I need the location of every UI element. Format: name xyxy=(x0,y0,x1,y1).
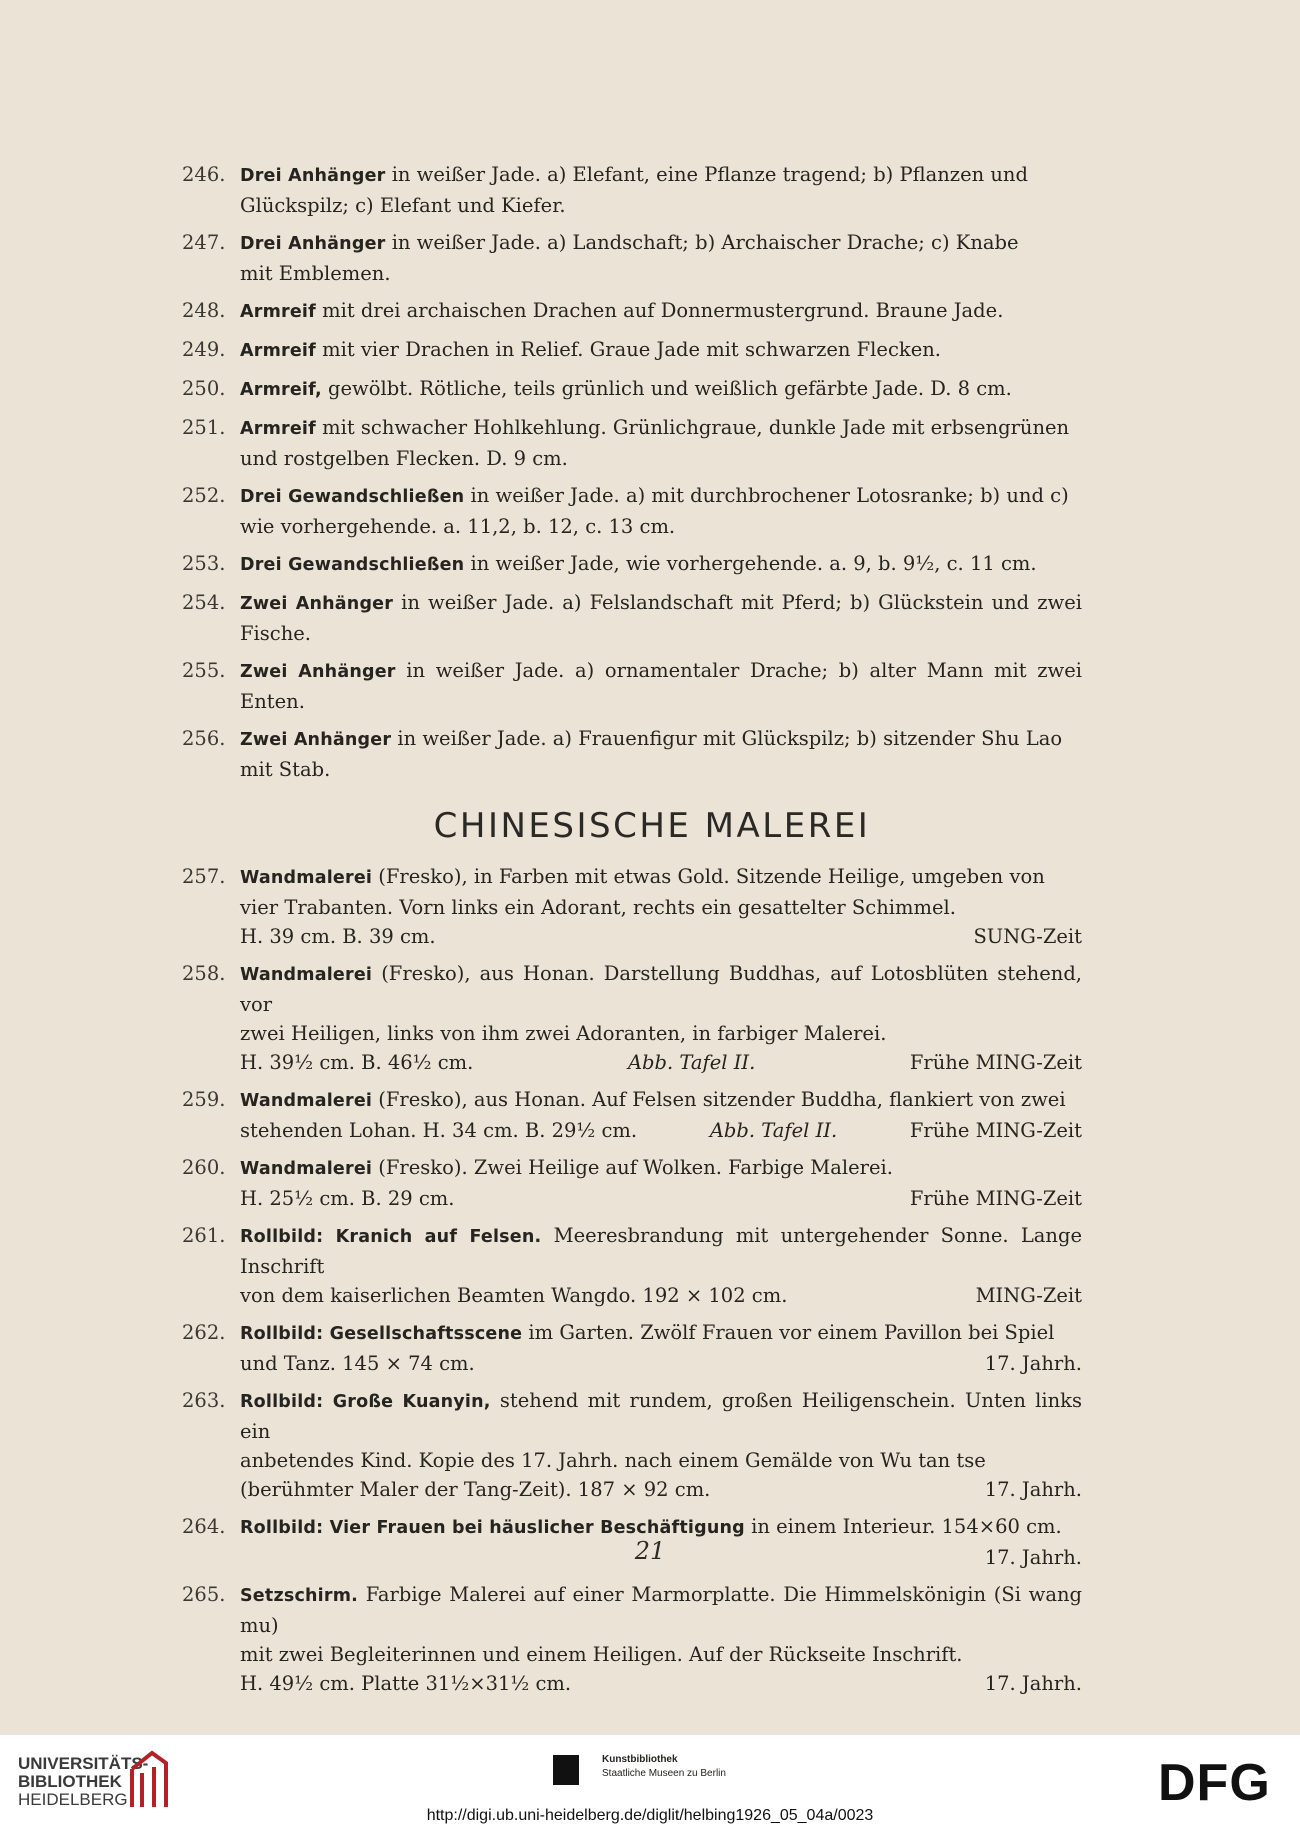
entry-text: in weißer Jade. a) Landschaft; b) Archaischer Drache; c) Knabe xyxy=(391,231,1019,254)
dfg-logo: DFG xyxy=(1158,1754,1271,1812)
catalog-entry xyxy=(182,1221,1082,1310)
entry-meta-mid: Abb. Tafel II. xyxy=(709,1119,838,1142)
entry-line xyxy=(240,1019,1082,1048)
entry-meta-left: H. 25½ cm. B. 29 cm. xyxy=(240,1187,455,1210)
kb-line1: Kunstbibliothek xyxy=(602,1754,678,1765)
entry-number: 252. xyxy=(182,484,226,507)
entry-text: in weißer Jade. a) mit durchbrochener Lotosranke; b) und c) xyxy=(470,484,1069,507)
kb-line2: Staatliche Museen zu Berlin xyxy=(602,1768,726,1779)
entry-line xyxy=(240,893,1082,922)
entry-heading: Zwei Anhänger xyxy=(240,662,396,682)
entry-meta-line xyxy=(240,1048,1082,1077)
entry-number: 264. xyxy=(182,1515,226,1538)
entry-number: 255. xyxy=(182,659,226,682)
entry-meta-line xyxy=(240,1184,1082,1213)
catalog-entry xyxy=(182,1386,1082,1504)
catalog-entry xyxy=(182,160,1082,220)
entry-heading: Rollbild: Kranich auf Felsen. xyxy=(240,1227,542,1247)
entry-line xyxy=(240,259,1082,288)
entry-line xyxy=(240,191,1082,220)
catalog-entry xyxy=(182,862,1082,951)
entry-heading: Wandmalerei xyxy=(240,868,373,888)
entry-meta-line xyxy=(240,922,1082,951)
entry-heading: Drei Anhänger xyxy=(240,166,386,186)
entry-meta-right: 17. Jahrh. xyxy=(984,1672,1082,1695)
entry-text: stehend mit rundem, großen Heiligenschein. Unten links ein xyxy=(240,1389,1082,1443)
entry-line xyxy=(240,512,1082,541)
entry-meta-left: H. 39½ cm. B. 46½ cm. xyxy=(240,1051,474,1074)
entry-heading: Rollbild: Gesellschaftsscene xyxy=(240,1324,523,1344)
entry-text: wie vorhergehende. a. 11,2, b. 12, c. 13 cm. xyxy=(240,515,676,538)
entry-text: Meeresbrandung mit untergehender Sonne. Lange Inschrift xyxy=(240,1224,1083,1278)
entry-meta-left: H. 39 cm. B. 39 cm. xyxy=(240,925,436,948)
entry-line xyxy=(240,724,1082,755)
entry-text: (Fresko), aus Honan. Darstellung Buddhas, auf Lotosblüten stehend, vor xyxy=(240,962,1083,1016)
entry-heading: Zwei Anhänger xyxy=(240,594,394,614)
entry-heading: Wandmalerei xyxy=(240,1091,373,1111)
entry-line xyxy=(240,1085,1082,1116)
entry-heading: Rollbild: Große Kuanyin, xyxy=(240,1392,491,1412)
entry-heading: Drei Gewandschließen xyxy=(240,487,465,507)
entry-number: 260. xyxy=(182,1156,226,1179)
entries-painting xyxy=(182,862,1082,1698)
entry-line xyxy=(240,1153,1082,1184)
catalog-entry xyxy=(182,296,1082,327)
uni-line2: BIBLIOTHEK xyxy=(18,1772,122,1791)
entry-line xyxy=(240,862,1082,893)
entry-line xyxy=(240,588,1082,648)
entry-number: 250. xyxy=(182,377,226,400)
heidelberg-emblem-icon xyxy=(128,1749,170,1811)
entry-meta-right: SUNG-Zeit xyxy=(973,925,1082,948)
entry-text: Farbige Malerei auf einer Marmorplatte. Die Himmelskönigin (Si wang mu) xyxy=(240,1583,1082,1637)
entry-text: anbetendes Kind. Kopie des 17. Jahrh. nach einem Gemälde von Wu tan tse xyxy=(240,1449,986,1472)
catalog-entry xyxy=(182,959,1082,1077)
entry-heading: Wandmalerei xyxy=(240,965,373,985)
entry-line xyxy=(240,296,1082,327)
entry-line xyxy=(240,1386,1082,1446)
entries-jade xyxy=(182,160,1082,784)
page-number: 21 xyxy=(634,1537,666,1565)
entry-meta-mid: Abb. Tafel II. xyxy=(627,1051,756,1074)
entry-line xyxy=(240,755,1082,784)
page-content xyxy=(182,160,1082,1706)
entry-line xyxy=(240,444,1082,473)
entry-text: mit vier Drachen in Relief. Graue Jade mit schwarzen Flecken. xyxy=(322,338,941,361)
entry-number: 246. xyxy=(182,163,226,186)
entry-meta-right: 17. Jahrh. xyxy=(984,1478,1082,1501)
entry-text: mit zwei Begleiterinnen und einem Heiligen. Auf der Rückseite Inschrift. xyxy=(240,1643,963,1666)
entry-text: in einem Interieur. 154×60 cm. xyxy=(751,1515,1062,1538)
section-title: CHINESISCHE MALEREI xyxy=(433,806,871,846)
entry-text: mit Emblemen. xyxy=(240,262,391,285)
entry-number: 251. xyxy=(182,416,226,439)
catalog-entry xyxy=(182,228,1082,288)
entry-heading: Armreif, xyxy=(240,380,322,400)
entry-meta-left: von dem kaiserlichen Beamten Wangdo. 192 × 102 cm. xyxy=(240,1284,788,1307)
entry-meta-line xyxy=(240,1349,1082,1378)
entry-meta-left: H. 49½ cm. Platte 31½×31½ cm. xyxy=(240,1672,572,1695)
entry-text: Glückspilz; c) Elefant und Kiefer. xyxy=(240,194,566,217)
entry-text: mit Stab. xyxy=(240,758,331,781)
entry-text: (Fresko). Zwei Heilige auf Wolken. Farbige Malerei. xyxy=(378,1156,893,1179)
entry-number: 256. xyxy=(182,727,226,750)
entry-line xyxy=(240,160,1082,191)
entry-number: 263. xyxy=(182,1389,226,1412)
entry-line xyxy=(240,1446,1082,1475)
entry-number: 253. xyxy=(182,552,226,575)
entry-line xyxy=(240,1221,1082,1281)
catalog-entry xyxy=(182,374,1082,405)
entry-heading: Armreif xyxy=(240,302,316,322)
entry-line xyxy=(240,656,1082,716)
entry-number: 262. xyxy=(182,1321,226,1344)
entry-meta-line xyxy=(240,1116,1082,1145)
entry-meta-left: und Tanz. 145 × 74 cm. xyxy=(240,1352,475,1375)
entry-text: in weißer Jade. a) Felslandschaft mit Pferd; b) Glückstein und zwei Fische. xyxy=(240,591,1083,645)
entry-heading: Drei Gewandschließen xyxy=(240,555,465,575)
entry-text: in weißer Jade. a) Frauenfigur mit Glückspilz; b) sitzender Shu Lao xyxy=(397,727,1063,750)
entry-meta-left: stehenden Lohan. H. 34 cm. B. 29½ cm. xyxy=(240,1119,638,1142)
entry-heading: Zwei Anhänger xyxy=(240,730,392,750)
entry-meta-line xyxy=(240,1281,1082,1310)
entry-text: zwei Heiligen, links von ihm zwei Adoranten, in farbiger Malerei. xyxy=(240,1022,887,1045)
catalog-entry xyxy=(182,481,1082,541)
entry-line xyxy=(240,335,1082,366)
entry-heading: Setzschirm. xyxy=(240,1586,358,1606)
entry-text: in weißer Jade, wie vorhergehende. a. 9, b. 9½, c. 11 cm. xyxy=(470,552,1037,575)
entry-text: in weißer Jade. a) ornamentaler Drache; b) alter Mann mit zwei Enten. xyxy=(240,659,1083,713)
entry-text: im Garten. Zwölf Frauen vor einem Pavillon bei Spiel xyxy=(528,1321,1055,1344)
permalink-url[interactable]: http://digi.ub.uni-heidelberg.de/diglit/helbing1926_05_04a/0023 xyxy=(426,1807,874,1824)
entry-meta-right: 17. Jahrh. xyxy=(984,1352,1082,1375)
entry-text: mit schwacher Hohlkehlung. Grünlichgraue, dunkle Jade mit erbsengrünen xyxy=(322,416,1070,439)
catalog-entry xyxy=(182,1085,1082,1145)
entry-heading: Drei Anhänger xyxy=(240,234,386,254)
entry-text: (Fresko), in Farben mit etwas Gold. Sitzende Heilige, umgeben von xyxy=(378,865,1045,888)
entry-number: 261. xyxy=(182,1224,226,1247)
entry-heading: Rollbild: Vier Frauen bei häuslicher Beschäftigung xyxy=(240,1518,745,1538)
entry-meta-line xyxy=(240,1475,1082,1504)
entry-text: mit drei archaischen Drachen auf Donnermustergrund. Braune Jade. xyxy=(322,299,1004,322)
entry-meta-line xyxy=(240,1669,1082,1698)
catalog-entry xyxy=(182,335,1082,366)
uni-line3: HEIDELBERG xyxy=(18,1790,128,1809)
entry-text: (Fresko), aus Honan. Auf Felsen sitzender Buddha, flankiert von zwei xyxy=(378,1088,1066,1111)
entry-meta-right: 17. Jahrh. xyxy=(984,1546,1082,1569)
catalog-entry xyxy=(182,1318,1082,1378)
catalog-entry xyxy=(182,1153,1082,1213)
entry-number: 258. xyxy=(182,962,226,985)
entry-heading: Armreif xyxy=(240,419,316,439)
entry-number: 259. xyxy=(182,1088,226,1111)
entry-number: 265. xyxy=(182,1583,226,1606)
entry-line xyxy=(240,228,1082,259)
entry-meta-right: Frühe MING-Zeit xyxy=(909,1051,1082,1074)
catalog-entry xyxy=(182,1580,1082,1698)
entry-line xyxy=(240,1640,1082,1669)
kunstbibliothek-logo xyxy=(602,1753,726,1781)
entry-text: in weißer Jade. a) Elefant, eine Pflanze tragend; b) Pflanzen und xyxy=(391,163,1028,186)
entry-number: 248. xyxy=(182,299,226,322)
entry-line xyxy=(240,374,1082,405)
entry-number: 257. xyxy=(182,865,226,888)
entry-text: vier Trabanten. Vorn links ein Adorant, rechts ein gesattelter Schimmel. xyxy=(240,896,956,919)
entry-line xyxy=(240,549,1082,580)
entry-meta-right: MING-Zeit xyxy=(975,1284,1082,1307)
entry-number: 254. xyxy=(182,591,226,614)
entry-number: 247. xyxy=(182,231,226,254)
footer-bar xyxy=(0,1735,1300,1829)
catalog-entry xyxy=(182,588,1082,648)
uni-line1: UNIVERSITÄTS- xyxy=(18,1754,149,1773)
catalog-entry xyxy=(182,549,1082,580)
entry-meta-right: Frühe MING-Zeit xyxy=(909,1187,1082,1210)
entry-text: und rostgelben Flecken. D. 9 cm. xyxy=(240,447,568,470)
entry-number: 249. xyxy=(182,338,226,361)
entry-line xyxy=(240,1580,1082,1640)
entry-line xyxy=(240,1318,1082,1349)
entry-line xyxy=(240,413,1082,444)
entry-meta-left: (berühmter Maler der Tang-Zeit). 187 × 92 cm. xyxy=(240,1478,711,1501)
catalog-entry xyxy=(182,724,1082,784)
entry-heading: Wandmalerei xyxy=(240,1159,373,1179)
entry-line xyxy=(240,959,1082,1019)
entry-meta-right: Frühe MING-Zeit xyxy=(909,1119,1082,1142)
kunstbibliothek-mark-icon xyxy=(553,1755,579,1785)
entry-text: gewölbt. Rötliche, teils grünlich und weißlich gefärbte Jade. D. 8 cm. xyxy=(328,377,1012,400)
entry-heading: Armreif xyxy=(240,341,316,361)
entry-line xyxy=(240,481,1082,512)
catalog-entry xyxy=(182,413,1082,473)
catalog-entry xyxy=(182,656,1082,716)
